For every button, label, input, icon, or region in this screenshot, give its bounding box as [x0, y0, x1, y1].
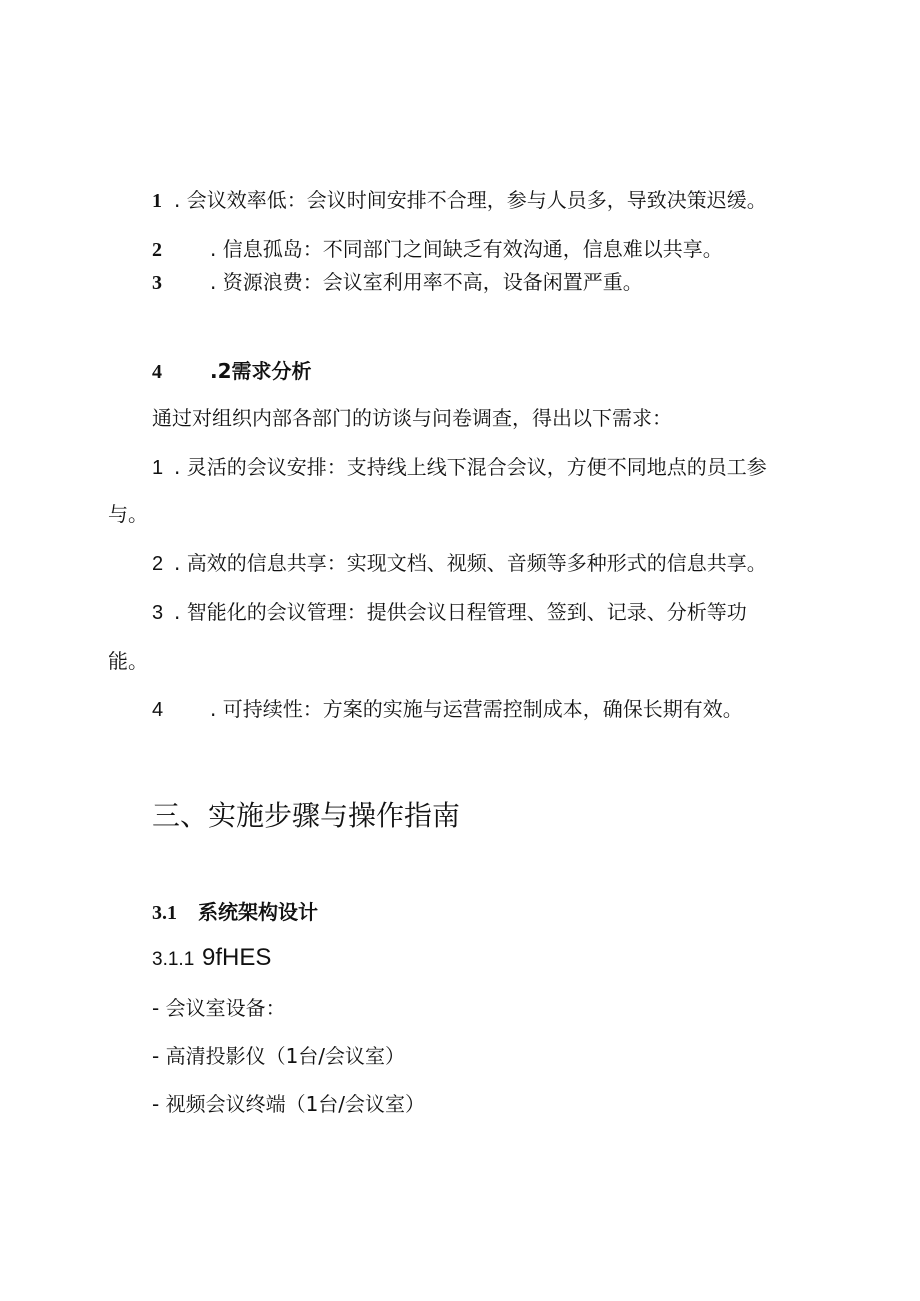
problem-text: . 信息孤岛：不同部门之间缺乏有效沟通，信息难以共享。	[210, 237, 723, 261]
chapter-title: 三、实施步骤与操作指南	[152, 799, 461, 832]
problem-item	[152, 186, 767, 215]
section-heading-3-1	[152, 898, 318, 927]
need-wrap: 能。	[108, 649, 148, 673]
need-text: . 智能化的会议管理：提供会议日程管理、签到、记录、分析等功	[174, 600, 747, 624]
problem-text: . 会议效率低：会议时间安排不合理，参与人员多，导致决策迟缓。	[174, 188, 767, 212]
list-number: 3	[152, 272, 162, 294]
list-number: 2	[152, 553, 164, 575]
list-number: 3	[152, 602, 164, 624]
equipment-item: - 视频会议终端（1台/会议室）	[152, 1092, 426, 1116]
section-number: 3.1	[152, 902, 177, 924]
problem-item	[152, 268, 643, 297]
section-number: 3.1.1	[152, 949, 195, 970]
need-item	[152, 695, 743, 724]
need-item	[152, 549, 767, 578]
section-heading-3-1-1	[152, 944, 271, 974]
list-number: 2	[152, 239, 162, 261]
need-text: . 灵活的会议安排：支持线上线下混合会议，方便不同地点的员工参	[174, 455, 767, 479]
need-item	[152, 598, 747, 627]
problem-text: . 资源浪费：会议室利用率不高，设备闲置严重。	[210, 270, 643, 294]
section-title: .2需求分析	[210, 359, 312, 383]
list-number: 1	[152, 457, 164, 479]
section-number: 4	[152, 361, 162, 383]
equipment-item: - 会议室设备：	[152, 996, 286, 1020]
list-number: 1	[152, 190, 162, 212]
section-title: 9fHES	[202, 944, 272, 971]
intro-paragraph: 通过对组织内部各部门的访谈与问卷调查，得出以下需求：	[152, 406, 672, 430]
need-item	[152, 453, 767, 482]
equipment-item: - 高清投影仪（1台/会议室）	[152, 1044, 406, 1068]
need-wrap: 与。	[108, 502, 148, 526]
need-text: . 高效的信息共享：实现文档、视频、音频等多种形式的信息共享。	[174, 551, 767, 575]
list-number: 4	[152, 699, 164, 721]
section-heading-4-2	[152, 357, 312, 386]
section-title: 系统架构设计	[198, 900, 318, 924]
need-text: . 可持续性：方案的实施与运营需控制成本，确保长期有效。	[210, 697, 743, 721]
problem-item	[152, 235, 723, 264]
